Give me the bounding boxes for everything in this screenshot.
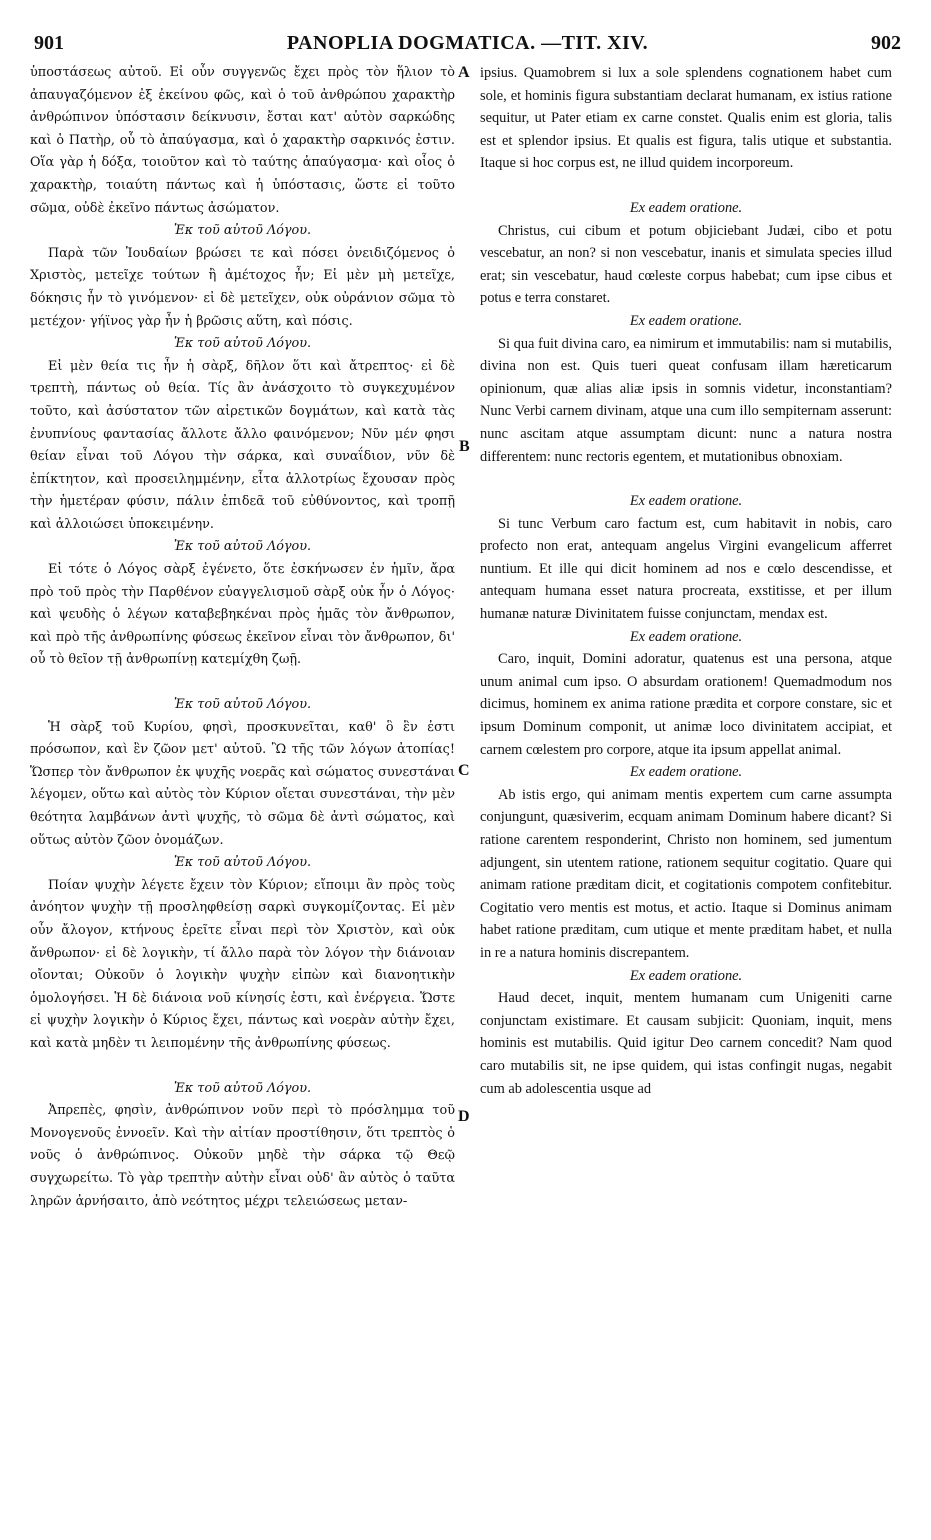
paragraph: Εἰ μὲν θεία τις ἦν ἡ σὰρξ, δῆλον ὅτι καὶ ἄτρεπτος· εἰ δὲ τρεπτὴ, πάντως οὐ θεία. Τίς ἂν ἀνάσχοιτο τὸ συγκεχυμένον τοῦτο, καὶ ἀσύστατον τῶν αἱρετικῶν δογμάτων, καὶ κατὰ τὰς ἐνυπνίους φαντασίας ἄλλοτε ἄλλο φαινόμενον; Νῦν μέν φησι θείαν εἶναι τοῦ Λόγου τὴν σάρκα, καὶ συναΐδιον, νῦν δὲ ἐπίκτητον, καὶ προσειλημμένην, εἶτα ἀλλοτρίως ἔχουσαν πρὸς τὴν ἡμετέραν φύσιν, πάλιν ἐπιδεᾶ τοῦ εὐθύνοντος, καὶ τροπῇ καὶ ἀλλοιώσει ὑποκειμένην. xyxy=(30,358,455,532)
paragraph: Εἰ τότε ὁ Λόγος σὰρξ ἐγένετο, ὅτε ἐσκήνωσεν ἐν ἡμῖν, ἄρα πρὸ τοῦ πρὸς τὴν Παρθένον εὐαγγελισμοῦ σὰρξ οὐκ ἦν ὁ Λόγος· καὶ ψευδὴς ὁ λέγων καταβεβηκέναι πρὸς ἡμᾶς τὸν ἄνθρωπον, καὶ πρὸ τῆς ἀνθρωπίνης φύσεως ἐκεῖνον εἶναι τὸν ἄνθρωπον, δι' οὗ τὸ θεῖον τῇ ἀνθρωπίνῃ κατεμίχθη ζωῇ. xyxy=(30,562,455,668)
margin-letter-b: B xyxy=(459,438,470,455)
section-heading: Ἐκ τοῦ αὐτοῦ Λόγου. xyxy=(173,223,312,239)
section-spacer xyxy=(480,175,892,197)
greek-column xyxy=(30,62,455,1213)
paragraph: Ποίαν ψυχὴν λέγετε ἔχειν τὸν Κύριον; εἴποιμι ἂν πρὸς τοὺς ἀνόητον ψυχὴν τῇ προσληφθείσῃ σαρκὶ συγκομίζοντας. Εἰ μὲν οὖν ἄλογον, κτήνους ἐρεῖτε εἶναι περὶ τὸν Χριστὸν, καὶ οὐκ ἄνθρωπον· εἰ δὲ λογικὴν, τί ἄλλο παρὰ τὸν λόγον τὴν διάνοιαν οἴονται; Οὐκοῦν ὁ λογικὴν ψυχὴν εἰπὼν καὶ διανοητικὴν ὁμολογήσει. Ἡ δὲ διάνοια νοῦ κίνησίς ἐστι, καὶ ἐνέργεια. Ὥστε εἰ ψυχὴν λογικὴν ὁ Κύριος ἔχει, πάντως καὶ νοερὰν αὐτὴν ἔχει, καὶ κατὰ μηδὲν τι λειπομένην τῆς ἀνθρωπίνης φύσεως. xyxy=(30,877,455,1051)
paragraph: Ab istis ergo, qui animam mentis expertem cum carne assumpta conjungunt, quæsiverim, ecquam animam Dominum habere dicant? Si ratione carentem responderint, Christo non hominem, sed jumentum adjungent, sin utentem ratione, rationem sequitur cogitatio. Quare qui animam ratione præditam dicit, et cogitationis compotem confitebitur. Cogitatio vero mentis est motus, et actio. Itaque si Dominus animam habet ratione præditam, cum utique et mente præditam habet, et nulla in re a natura hominis discrepantem. xyxy=(480,786,892,961)
margin-letter-c: C xyxy=(458,762,470,779)
section-spacer xyxy=(30,1056,455,1078)
margin-letter-d: D xyxy=(458,1108,470,1125)
section-heading: Ἐκ τοῦ αὐτοῦ Λόγου. xyxy=(173,855,312,871)
running-title: PANOPLIA DOGMATICA. —TIT. XIV. xyxy=(286,32,649,54)
page-number-left: 901 xyxy=(34,32,64,54)
paragraph: Ἀπρεπὲς, φησὶν, ἀνθρώπινον νοῦν περὶ τὸ πρόσλημμα τοῦ Μονογενοῦς ἐννοεῖν. Καὶ τὴν αἰτίαν προστίθησιν, ὅτι τρεπτὸς ὁ νοῦς ὁ ἀνθρώπινος. Οὐκοῦν μηδὲ τὴν σάρκα τῷ Θεῷ συγχωρείτω. Τὸ γὰρ τρεπτὴν αὐτὴν εἶναι οὐδ' ἂν αὐτὸς ὁ ταῦτα ληρῶν ἀρνήσαιτο, ἀπὸ νεότητος μέχρι τελειώσεως μεταν- xyxy=(30,1103,455,1209)
section-heading: Ex eadem oratione. xyxy=(629,312,743,329)
paragraph: Christus, cui cibum et potum objiciebant Judæi, cibo et potu vescebatur, an non? si non vescebatur, inanis et simulata species illud erat; sin vescebatur, haud cœleste corpus habebat; cum ipse cibus et potus e terra constaret. xyxy=(480,222,892,307)
section-heading: Ex eadem oratione. xyxy=(629,493,743,510)
section-heading: Ex eadem oratione. xyxy=(629,967,743,984)
paragraph: ὑποστάσεως αὐτοῦ. Εἰ οὖν συγγενῶς ἔχει πρὸς τὸν ἥλιον τὸ ἀπαυγαζόμενον ἐξ ἐκείνου φῶς, καὶ ὁ τοῦ ἀνθρώπου χαρακτὴρ ἀνθρώπινον ὑπόστασιν δείκνυσιν, ἔσται κατ' αὐτὸν σαρκώδης καὶ ὁ Πατὴρ, οὗ τὸ ἀπαύγασμα, καὶ ὁ χαρακτὴρ σαρκινός ἐστιν. Οἵα γὰρ ἡ δόξα, τοιοῦτον καὶ τὸ ταύτης ἀπαύγασμα· καὶ οἷος ὁ χαρακτὴρ, τοιαύτη πάντως καὶ ἡ ὑπόστασις, ὥστε εἰ τοῦτο σῶμα, οὐδὲ ἐκεῖνο πάντως ἀσώματον. xyxy=(30,65,455,216)
section-heading: Ἐκ τοῦ αὐτοῦ Λόγου. xyxy=(173,1080,312,1096)
paragraph: Si qua fuit divina caro, ea nimirum et immutabilis: nam si mutabilis, divina non est. Quis tueri queat confusam illam hæreticarum opinionum, quæ alias aliæ ipsis in somnis videtur, inconstantiam? Nunc Verbi carnem divinam, atque una cum illo sempiternam asserunt: nunc ascitam atque assumptam dicunt: nunc a natura nostra differentem: nunc rectoris egentem, et mutationibus obnoxiam. xyxy=(480,335,892,465)
paragraph: Si tunc Verbum caro factum est, cum habitavit in nobis, caro profecto non erat, antequam angelus Virgini evangelicum afferret nuntium. Et ille qui dicit hominem ad nos e cœlo descendisse, et antequam humana esset natura procreata, exstitisse, et per illum humanæ naturæ Divinitatem fuisse conjunctam, mendax est. xyxy=(480,515,892,623)
section-heading: Ἐκ τοῦ αὐτοῦ Λόγου. xyxy=(173,539,312,555)
section-spacer xyxy=(480,468,892,490)
paragraph: ipsius. Quamobrem si lux a sole splendens cognationem habet cum sole, et hominis figura substantiam declarat humanam, ex istius ratione sequitur, ut Pater etiam ex carne constet. Qualis enim est gloria, talis est et splendor ipsius. Et qualis est figura, talis utique et substantia. Itaque si hoc corpus est, ne illud quidem incorporeum. xyxy=(480,65,892,172)
paragraph: Haud decet, inquit, mentem humanam cum Unigeniti carne conjunctam existimare. Et causam subjicit: Quoniam, inquit, mens hominis est mutabilis. Quid igitur Deo carnem concedit? Nam quod caro mutabilis sit, ne ipse quidem, qui istas confingit nugas, negabit cum ab adolescentia usque ad xyxy=(480,990,892,1097)
page-number-right: 902 xyxy=(871,32,901,54)
latin-column xyxy=(480,62,892,1100)
paragraph: Ἡ σὰρξ τοῦ Κυρίου, φησὶ, προσκυνεῖται, καθ' ὃ ἓν ἐστι πρόσωπον, καὶ ἓν ζῶον μετ' αὐτοῦ. Ὢ τῆς τῶν λόγων ἀτοπίας! Ὥσπερ τὸν ἄνθρωπον ἐκ ψυχῆς νοερᾶς καὶ σώματος συνεστάναι λέγομεν, οὕτω καὶ αὐτὸς τὸν Κύριον οἴεται συνεστάναι, τὴν μὲν θεότητα λαμβάνων ἀντὶ ψυχῆς, τὸ σῶμα δὲ ἀντὶ σώματος, καὶ οὕτως αὐτὸν ζῶον ὀνομάζων. xyxy=(30,719,455,848)
paragraph: Caro, inquit, Domini adoratur, quatenus est una persona, atque unum animal cum ipso. O absurdam orationem! Quemadmodum nos dicimus, hominem ex anima ratione prædita et corpore constare, sic et ipsum Dominum componit, ut animæ loco divinitatem accipiat, et carnem cœlestem pro corpore, atque ita ipsum appellat animal. xyxy=(480,651,892,758)
section-heading: Ex eadem oratione. xyxy=(629,764,743,781)
page-header xyxy=(34,32,901,60)
paragraph: Παρὰ τῶν Ἰουδαίων βρώσει τε καὶ πόσει ὀνειδιζόμενος ὁ Χριστὸς, μετεῖχε τούτων ἢ ἀμέτοχος ἦν; Εἰ μὲν μὴ μετεῖχε, δόκησις ἦν τὸ γινόμενον· εἰ δὲ μετεῖχεν, οὐκ οὐράνιον σῶμα τὸ μετέχον· γήϊνος γὰρ ἦν ἡ βρῶσις αὕτη, καὶ πόσις. xyxy=(30,245,455,329)
section-heading: Ex eadem oratione. xyxy=(629,199,743,216)
margin-letter-a: A xyxy=(458,64,470,81)
section-heading: Ἐκ τοῦ αὐτοῦ Λόγου. xyxy=(173,336,312,352)
section-heading: Ἐκ τοῦ αὐτοῦ Λόγου. xyxy=(173,697,312,713)
section-heading: Ex eadem oratione. xyxy=(629,628,743,645)
section-spacer xyxy=(30,672,455,694)
